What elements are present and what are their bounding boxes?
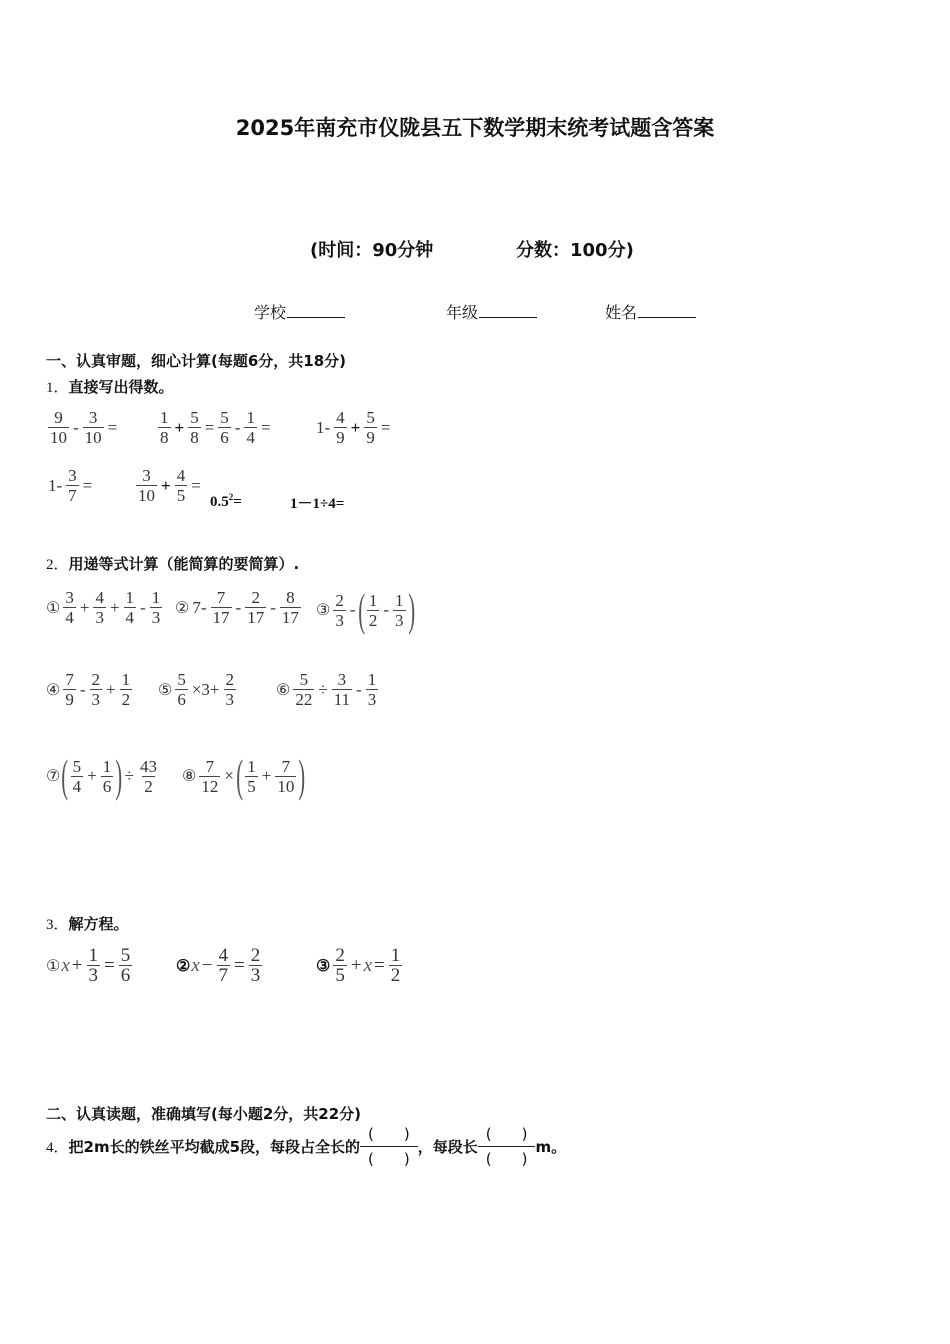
fraction: $\frac{1}{4}$ bbox=[246, 408, 255, 447]
page-title: 2025年南充市仪陇县五下数学期末统考试题含答案 bbox=[235, 116, 715, 140]
fraction: $\frac{1}{8}$ bbox=[160, 408, 169, 447]
question-4 bbox=[46, 1122, 566, 1171]
q2-problem-1: ① $\frac{3}{4}$ + $\frac{4}{3}$ + $\frac{1}{4}$ - $\frac{1}{3}$ bbox=[46, 588, 161, 627]
question-2-number: 2． bbox=[46, 557, 69, 573]
fraction: $\frac{4}{5}$ bbox=[176, 466, 186, 505]
question-3-text: 解方程。 bbox=[68, 915, 129, 933]
exam-time: (时间：90分钟 bbox=[310, 240, 434, 261]
left-paren-icon: ( bbox=[61, 750, 69, 801]
right-paren-icon: ) bbox=[115, 750, 123, 801]
question-4-number: 4． bbox=[46, 1140, 69, 1156]
q2-problem-5: ⑤ $\frac{5}{6}$ ×3+ $\frac{2}{3}$ bbox=[158, 670, 235, 709]
question-3 bbox=[46, 913, 129, 934]
q1-expr-1: $\frac{9}{10}$ - $\frac{3}{10}$ = bbox=[50, 408, 118, 447]
right-paren-icon: ) bbox=[407, 584, 415, 635]
grade-blank[interactable] bbox=[479, 303, 537, 318]
q1-expr-6: $0.5^2=$ bbox=[210, 492, 242, 510]
grade-label: 年级 bbox=[446, 303, 479, 322]
q1-expr-2: $\frac{1}{8}$ + $\frac{5}{8}$ = $\frac{5}{6}$ - $\frac{1}{4}$ = bbox=[160, 408, 271, 447]
q3-equation-1: ① x + $\frac{1}{3}$ = $\frac{5}{6}$ bbox=[46, 945, 131, 986]
name-blank[interactable] bbox=[638, 303, 696, 318]
question-1-text: 直接写出得数。 bbox=[68, 378, 174, 396]
exam-score: 分数：100分) bbox=[516, 240, 634, 261]
q2-problem-7: ⑦ ( $\frac{5}{4}$ + $\frac{1}{6}$ ) ÷ $\frac{43}{2}$ bbox=[46, 750, 157, 801]
fraction: $\frac{9}{10}$ bbox=[50, 408, 67, 447]
name-label: 姓名 bbox=[605, 303, 638, 322]
fraction: $\frac{3}{10}$ bbox=[84, 408, 102, 447]
q3-equation-3: ③ $\frac{2}{5}$ + x = $\frac{1}{2}$ bbox=[316, 945, 401, 986]
question-1-number: 1． bbox=[46, 380, 69, 396]
question-2 bbox=[46, 553, 299, 574]
left-paren-icon: ( bbox=[357, 584, 365, 635]
school-blank[interactable] bbox=[287, 303, 345, 318]
q2-problem-6: ⑥ $\frac{5}{22}$ ÷ $\frac{3}{11}$ - $\frac{1}{3}$ bbox=[276, 670, 377, 709]
q1-expr-7: 1－1÷4= bbox=[290, 496, 345, 512]
name-field bbox=[605, 300, 696, 323]
question-4-text-2: ，每段长 bbox=[417, 1138, 478, 1156]
q1-expr-5: $\frac{3}{10}$ + $\frac{4}{5}$ = bbox=[138, 466, 201, 505]
fraction: $\frac{4}{9}$ bbox=[336, 408, 345, 447]
answer-length-blank[interactable]: $\frac{( )}{( )}$ bbox=[478, 1122, 536, 1171]
answer-fraction-blank[interactable]: $\frac{( )}{( )}$ bbox=[360, 1122, 418, 1171]
question-4-text-1: 把2m长的铁丝平均截成5段，每段占全长的 bbox=[68, 1138, 361, 1156]
question-3-number: 3． bbox=[46, 917, 69, 933]
question-2-text: 用递等式计算（能简算的要简算）. bbox=[68, 555, 300, 573]
right-paren-icon: ) bbox=[298, 750, 306, 801]
question-1 bbox=[46, 376, 174, 397]
question-4-text-3: m。 bbox=[535, 1138, 567, 1156]
fraction: $\frac{5}{9}$ bbox=[366, 408, 375, 447]
section-1-heading: 一、认真审题，细心计算(每题6分，共18分) bbox=[46, 352, 347, 370]
fraction: $\frac{5}{8}$ bbox=[190, 408, 199, 447]
q1-expr-3: 1- $\frac{4}{9}$ + $\frac{5}{9}$ = bbox=[316, 408, 391, 447]
fraction: $\frac{5}{6}$ bbox=[220, 408, 229, 447]
q2-problem-4: ④ $\frac{7}{9}$ - $\frac{2}{3}$ + $\frac{1}{2}$ bbox=[46, 670, 131, 709]
fraction: $\frac{3}{10}$ bbox=[138, 466, 155, 505]
q1-expr-4: 1- $\frac{3}{7}$ = bbox=[48, 466, 93, 505]
q2-problem-3: ③ $\frac{2}{3}$ - ( $\frac{1}{2}$ - $\frac{1}{3}$ ) bbox=[316, 584, 415, 635]
fraction: $\frac{3}{7}$ bbox=[68, 466, 77, 505]
left-paren-icon: ( bbox=[236, 750, 244, 801]
q3-equation-2: ② x − $\frac{4}{7}$ = $\frac{2}{3}$ bbox=[176, 945, 261, 986]
school-field bbox=[254, 300, 345, 323]
grade-field bbox=[446, 300, 537, 323]
q2-problem-2: ② 7- $\frac{7}{17}$ - $\frac{2}{17}$ - $\frac{8}{17}$ bbox=[175, 588, 299, 627]
school-label: 学校 bbox=[254, 303, 287, 322]
q2-problem-8: ⑧ $\frac{7}{12}$ × ( $\frac{1}{5}$ + $\frac{7}{10}$ ) bbox=[182, 750, 306, 801]
section-2-heading: 二、认真读题，准确填写(每小题2分，共22分) bbox=[46, 1105, 362, 1123]
